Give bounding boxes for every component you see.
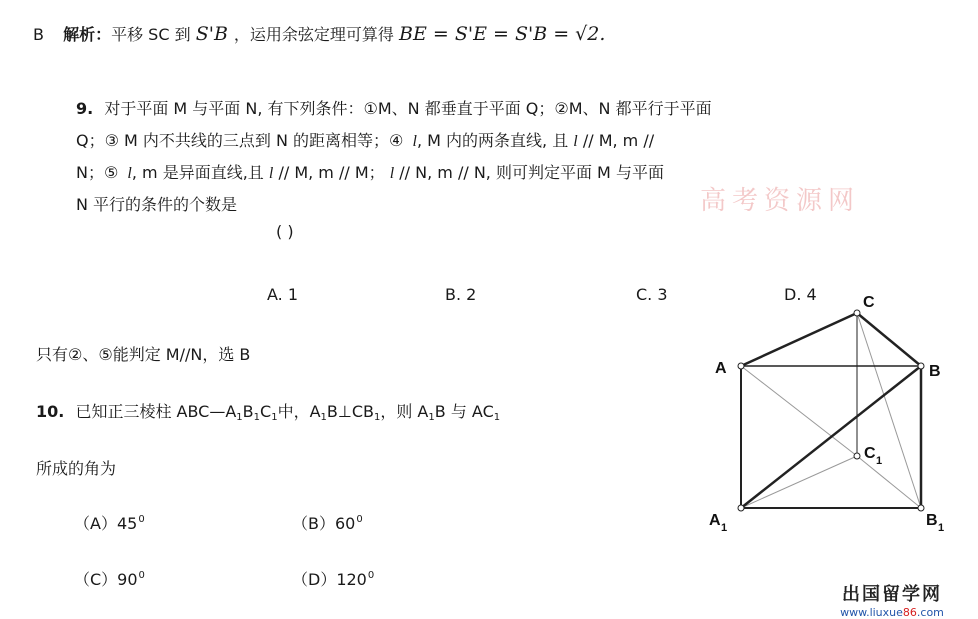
q9-number: 9. [76, 99, 94, 118]
q8-analysis-label: 解析： [63, 25, 112, 44]
edge-a-c [741, 313, 857, 366]
q9-stem-line-1: 对于平面 M 与平面 N, 有下列条件：①M、N 都垂直于平面 Q；②M、N 都平行于平面 [104, 99, 712, 118]
q9-line-3-text-b: , m 是异面直线,且 [131, 163, 264, 182]
q9-line-4-text: N 平行的条件的个数是 [76, 195, 238, 214]
q10-stem-d: 中，A [277, 402, 321, 421]
q10-sub-6: 1 [428, 412, 435, 423]
q9-line-3-var-l: l [127, 165, 132, 182]
q10-sub-2: 1 [253, 412, 261, 423]
q10-option-d-degree: 0 [367, 570, 375, 581]
q9-line-2-text-a: Q；③ M 内不共线的三点到 N 的距离相等；④ [76, 131, 404, 150]
brand-url-suffix: .com [916, 606, 944, 619]
q9-option-a: A. 1 [267, 285, 299, 304]
brand-logo [812, 580, 972, 619]
q10-option-a-label: （A）45 [74, 514, 138, 533]
q10-sub-7: 1 [493, 412, 501, 423]
watermark: 高考资源网 [700, 186, 861, 216]
q10-option-b-degree: 0 [356, 514, 363, 525]
q10-option-c-degree: 0 [138, 570, 145, 581]
vertex-a [738, 363, 744, 369]
vertex-c1 [854, 453, 860, 459]
label-a1: A [709, 512, 721, 529]
q10-option-a-degree: 0 [138, 514, 145, 525]
edge-c1-b1 [857, 456, 921, 508]
q10-stem-f: ，则 A [380, 402, 429, 421]
q10-stem-a: 已知正三棱柱 ABC—A [75, 402, 237, 421]
brand-url-number: 86 [902, 606, 917, 619]
q10-sub-1: 1 [236, 412, 243, 423]
q9-option-d: D. 4 [784, 285, 817, 304]
q8-text-1: 平移 SC 到 [111, 25, 191, 44]
q10-stem-c: C [260, 402, 272, 421]
q9-line-3-text-a: N；⑤ [76, 163, 119, 182]
q10-stem-g: B 与 AC [434, 402, 494, 421]
q9-option-c: C. 3 [636, 285, 668, 304]
q10-option-c-label: （C）90 [74, 570, 138, 589]
q10-line-2: 所成的角为 [36, 459, 117, 478]
q10-stem-b: B [242, 402, 254, 421]
brand-url [812, 606, 972, 619]
q9-option-b: B. 2 [445, 285, 477, 304]
q9-solution: 只有②、⑤能判定 M//N，选 B [36, 345, 251, 364]
q9-line-2-text-b: , M 内的两条直线, 且 [416, 131, 569, 150]
label-a1-sub: 1 [721, 522, 728, 534]
label-c1-sub: 1 [876, 455, 883, 467]
label-c: C [863, 294, 875, 311]
q10-sub-4: 1 [320, 412, 327, 423]
q9-answer-paren: ( ) [276, 222, 294, 241]
label-b1: B [926, 512, 938, 529]
q9-line-2-var-l: l [412, 133, 417, 150]
q10-option-b-label: （B）60 [292, 514, 356, 533]
label-b1-sub: 1 [938, 522, 945, 534]
brand-name: 出国留学网 [842, 584, 942, 605]
vertex-c [854, 310, 860, 316]
q9-line-3-text-c: // M, m // M； [273, 163, 385, 182]
q8-answer-letter: B [33, 25, 44, 44]
q9-line-3-var-l3: l [389, 165, 395, 182]
vertex-a1 [738, 505, 744, 511]
brand-url-prefix: www.liuxue [840, 606, 903, 619]
q9-line-3-var-l2: l [268, 165, 274, 182]
label-a: A [715, 360, 727, 377]
q9-line-3-text-d: // N, m // N, 则可判定平面 M 与平面 [394, 163, 664, 182]
vertex-b1 [918, 505, 924, 511]
q8-formula-1: S'B [195, 23, 228, 45]
q10-stem-e: B⊥CB [326, 402, 374, 421]
q8-formula-2: BE = S'E = S'B = √2. [399, 23, 606, 45]
q10-sub-5: 1 [373, 412, 381, 423]
label-b: B [929, 363, 941, 380]
label-c1: C [864, 445, 876, 462]
q8-text-2: ，运用余弦定理可算得 [233, 25, 394, 44]
edge-a-c1 [741, 366, 857, 456]
q10-sub-3: 1 [271, 412, 278, 423]
q9-line-2-var-l2: l [573, 133, 578, 150]
edge-c-b [857, 313, 921, 366]
q10-option-d-label: （D）120 [292, 570, 367, 589]
q9-line-2-text-c: // M, m // [577, 131, 655, 150]
vertex-b [918, 363, 924, 369]
q10-number: 10. [36, 402, 65, 421]
